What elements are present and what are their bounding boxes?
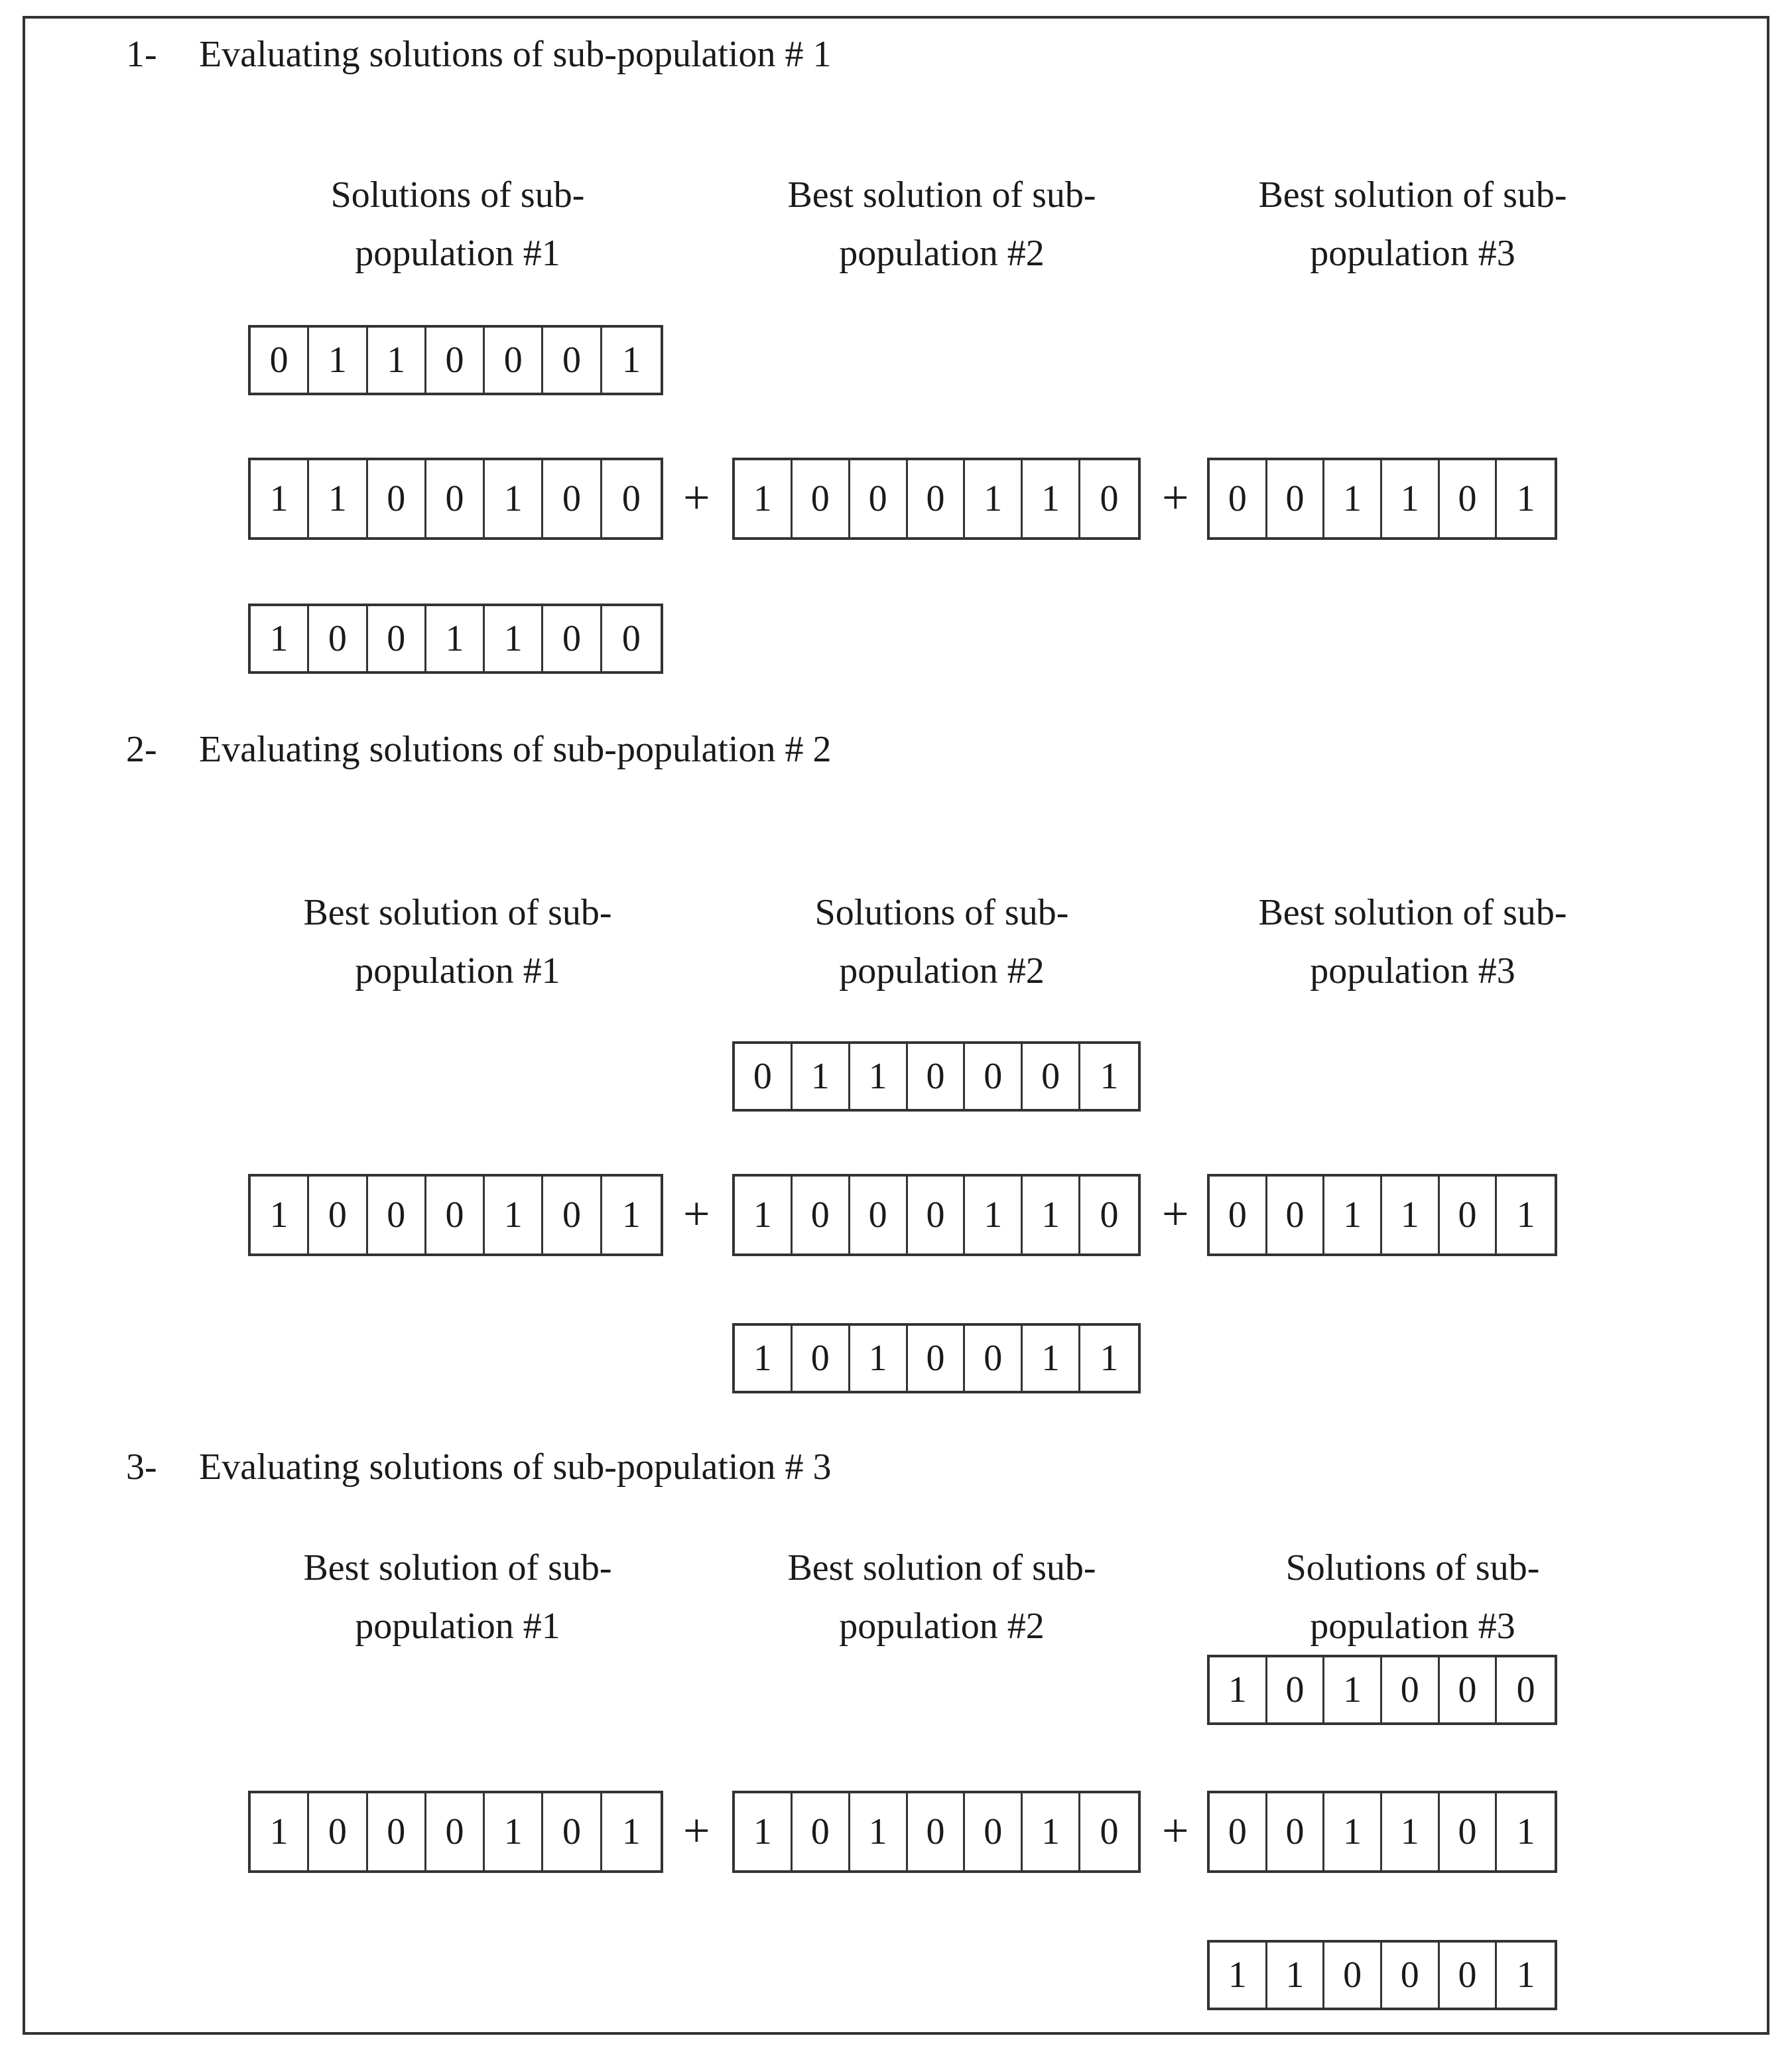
figure-frame bbox=[23, 16, 1769, 2035]
column-header-line: Solutions of sub- bbox=[814, 892, 1069, 933]
bit-cell: 0 bbox=[485, 328, 543, 393]
bit-cell: 0 bbox=[1440, 1793, 1498, 1870]
bit-cell: 0 bbox=[1440, 1657, 1498, 1722]
bit-cell: 0 bbox=[368, 460, 426, 537]
column-header bbox=[1187, 166, 1638, 283]
section-title bbox=[126, 1446, 831, 1488]
bit-cell: 0 bbox=[793, 1177, 850, 1253]
column-header-line: Best solution of sub- bbox=[1258, 892, 1567, 933]
bit-string bbox=[1207, 1655, 1557, 1725]
bit-cell: 1 bbox=[1210, 1943, 1267, 2008]
bit-cell: 1 bbox=[1100, 1338, 1119, 1379]
plus-sign: + bbox=[1162, 1187, 1189, 1240]
bit-cell: 1 bbox=[1023, 1793, 1080, 1870]
bit-string bbox=[248, 1174, 663, 1256]
bit-cell: 0 bbox=[543, 1177, 602, 1253]
bit-string bbox=[732, 1174, 1141, 1256]
bit-cell: 1 bbox=[965, 460, 1023, 537]
bit-cell: 0 bbox=[850, 460, 908, 537]
bit-cell: 1 bbox=[1100, 1056, 1119, 1097]
bit-cell: 1 bbox=[251, 1177, 309, 1253]
bit-cell: 1 bbox=[485, 1793, 543, 1870]
bit-cell: 0 bbox=[309, 1177, 367, 1253]
bit-cell: 0 bbox=[426, 460, 485, 537]
bit-cell: 0 bbox=[426, 1177, 485, 1253]
section-title-text: Evaluating solutions of sub-population # 1 bbox=[199, 34, 832, 75]
bit-cell: 0 bbox=[1516, 1669, 1535, 1710]
column-header-line: Solutions of sub- bbox=[1285, 1547, 1540, 1588]
bit-cell: 1 bbox=[1516, 1955, 1535, 1996]
plus-sign: + bbox=[683, 1804, 710, 1857]
column-header-line: Best solution of sub- bbox=[1258, 174, 1567, 216]
bit-cell: 0 bbox=[1100, 478, 1119, 519]
plus-sign: + bbox=[683, 471, 710, 524]
section-title-text: Evaluating solutions of sub-population # 2 bbox=[199, 729, 832, 770]
bit-cell: 1 bbox=[850, 1793, 908, 1870]
bit-cell: 0 bbox=[309, 1793, 367, 1870]
bit-cell: 1 bbox=[1516, 1811, 1535, 1852]
bit-cell: 1 bbox=[735, 460, 793, 537]
bit-cell: 1 bbox=[1023, 1177, 1080, 1253]
bit-cell: 1 bbox=[251, 460, 309, 537]
bit-cell: 0 bbox=[543, 1793, 602, 1870]
column-header-line: population #2 bbox=[839, 950, 1045, 992]
bit-cell: 1 bbox=[426, 606, 485, 671]
bit-cell: 1 bbox=[485, 1177, 543, 1253]
column-header-line: population #1 bbox=[355, 1606, 560, 1647]
column-header-line: population #3 bbox=[1310, 233, 1515, 274]
section-number: 2- bbox=[126, 729, 157, 770]
bit-cell: 0 bbox=[793, 460, 850, 537]
bit-cell: 0 bbox=[1440, 1177, 1498, 1253]
section-title bbox=[126, 33, 831, 76]
column-header bbox=[232, 1539, 683, 1655]
bit-cell: 1 bbox=[735, 1793, 793, 1870]
bit-cell: 0 bbox=[793, 1326, 850, 1391]
bit-cell: 0 bbox=[309, 606, 367, 671]
bit-cell: 0 bbox=[368, 1177, 426, 1253]
bit-cell: 0 bbox=[621, 618, 641, 659]
plus-sign: + bbox=[683, 1187, 710, 1240]
bit-string bbox=[732, 1791, 1141, 1873]
bit-cell: 0 bbox=[1382, 1657, 1440, 1722]
column-header-line: population #2 bbox=[839, 1606, 1045, 1647]
bit-cell: 0 bbox=[1382, 1943, 1440, 2008]
plus-sign: + bbox=[1162, 1804, 1189, 1857]
bit-cell: 0 bbox=[793, 1793, 850, 1870]
column-header bbox=[716, 883, 1167, 1000]
bit-cell: 0 bbox=[965, 1326, 1023, 1391]
column-header-line: Best solution of sub- bbox=[303, 1547, 612, 1588]
bit-cell: 1 bbox=[621, 340, 641, 381]
bit-cell: 1 bbox=[368, 328, 426, 393]
bit-cell: 0 bbox=[1023, 1044, 1080, 1109]
bit-cell: 0 bbox=[850, 1177, 908, 1253]
section-title-text: Evaluating solutions of sub-population # 3 bbox=[199, 1446, 832, 1488]
section-number: 3- bbox=[126, 1446, 157, 1488]
bit-string bbox=[1207, 1940, 1557, 2010]
bit-cell: 0 bbox=[908, 1326, 966, 1391]
bit-string bbox=[248, 325, 663, 395]
bit-string bbox=[732, 1323, 1141, 1393]
column-header-line: population #3 bbox=[1310, 1606, 1515, 1647]
column-header bbox=[232, 883, 683, 1000]
bit-cell: 0 bbox=[908, 460, 966, 537]
column-header bbox=[716, 166, 1167, 283]
bit-string bbox=[1207, 1791, 1557, 1873]
bit-cell: 0 bbox=[426, 328, 485, 393]
bit-string bbox=[248, 604, 663, 674]
bit-cell: 1 bbox=[965, 1177, 1023, 1253]
column-header bbox=[1187, 883, 1638, 1000]
bit-cell: 0 bbox=[965, 1793, 1023, 1870]
bit-cell: 0 bbox=[1267, 1177, 1325, 1253]
bit-cell: 0 bbox=[1267, 1657, 1325, 1722]
bit-cell: 1 bbox=[251, 1793, 309, 1870]
bit-cell: 1 bbox=[735, 1326, 793, 1391]
section-number: 1- bbox=[126, 34, 157, 75]
bit-string bbox=[248, 458, 663, 540]
bit-cell: 0 bbox=[1267, 460, 1325, 537]
bit-cell: 1 bbox=[485, 606, 543, 671]
column-header-line: population #2 bbox=[839, 233, 1045, 274]
bit-cell: 0 bbox=[426, 1793, 485, 1870]
bit-string bbox=[1207, 458, 1557, 540]
bit-cell: 1 bbox=[1382, 1793, 1440, 1870]
bit-cell: 1 bbox=[1382, 1177, 1440, 1253]
column-header bbox=[232, 166, 683, 283]
column-header-line: Best solution of sub- bbox=[787, 174, 1096, 216]
bit-cell: 0 bbox=[1440, 460, 1498, 537]
bit-cell: 1 bbox=[251, 606, 309, 671]
bit-cell: 1 bbox=[1023, 460, 1080, 537]
bit-cell: 1 bbox=[1324, 460, 1382, 537]
bit-cell: 1 bbox=[850, 1044, 908, 1109]
column-header-line: Best solution of sub- bbox=[787, 1547, 1096, 1588]
bit-cell: 0 bbox=[368, 606, 426, 671]
bit-cell: 1 bbox=[1324, 1793, 1382, 1870]
bit-cell: 1 bbox=[621, 1194, 641, 1236]
bit-cell: 0 bbox=[621, 478, 641, 519]
bit-cell: 0 bbox=[543, 606, 602, 671]
plus-sign: + bbox=[1162, 471, 1189, 524]
bit-string bbox=[1207, 1174, 1557, 1256]
bit-cell: 1 bbox=[850, 1326, 908, 1391]
bit-cell: 0 bbox=[543, 460, 602, 537]
bit-cell: 1 bbox=[1324, 1657, 1382, 1722]
bit-cell: 1 bbox=[1210, 1657, 1267, 1722]
bit-cell: 0 bbox=[908, 1044, 966, 1109]
bit-cell: 0 bbox=[965, 1044, 1023, 1109]
bit-cell: 0 bbox=[1324, 1943, 1382, 2008]
column-header bbox=[1187, 1539, 1638, 1655]
bit-cell: 1 bbox=[1382, 460, 1440, 537]
column-header-line: population #1 bbox=[355, 950, 560, 992]
bit-string bbox=[732, 458, 1141, 540]
bit-string bbox=[248, 1791, 663, 1873]
bit-cell: 1 bbox=[1516, 1194, 1535, 1236]
bit-cell: 0 bbox=[1100, 1811, 1119, 1852]
bit-cell: 1 bbox=[485, 460, 543, 537]
bit-cell: 0 bbox=[1267, 1793, 1325, 1870]
column-header-line: Best solution of sub- bbox=[303, 892, 612, 933]
bit-cell: 0 bbox=[908, 1177, 966, 1253]
section-title bbox=[126, 728, 831, 771]
bit-cell: 0 bbox=[1100, 1194, 1119, 1236]
bit-cell: 1 bbox=[1516, 478, 1535, 519]
bit-cell: 0 bbox=[735, 1044, 793, 1109]
bit-cell: 1 bbox=[309, 460, 367, 537]
bit-cell: 0 bbox=[908, 1793, 966, 1870]
bit-cell: 1 bbox=[309, 328, 367, 393]
bit-cell: 1 bbox=[1324, 1177, 1382, 1253]
bit-cell: 1 bbox=[1267, 1943, 1325, 2008]
bit-cell: 0 bbox=[1210, 460, 1267, 537]
column-header-line: population #3 bbox=[1310, 950, 1515, 992]
bit-cell: 0 bbox=[1210, 1793, 1267, 1870]
bit-string bbox=[732, 1041, 1141, 1112]
bit-cell: 0 bbox=[1210, 1177, 1267, 1253]
bit-cell: 0 bbox=[251, 328, 309, 393]
bit-cell: 0 bbox=[1440, 1943, 1498, 2008]
column-header-line: population #1 bbox=[355, 233, 560, 274]
bit-cell: 1 bbox=[621, 1811, 641, 1852]
bit-cell: 1 bbox=[793, 1044, 850, 1109]
column-header bbox=[716, 1539, 1167, 1655]
bit-cell: 0 bbox=[368, 1793, 426, 1870]
bit-cell: 1 bbox=[1023, 1326, 1080, 1391]
column-header-line: Solutions of sub- bbox=[330, 174, 585, 216]
bit-cell: 1 bbox=[735, 1177, 793, 1253]
bit-cell: 0 bbox=[543, 328, 602, 393]
